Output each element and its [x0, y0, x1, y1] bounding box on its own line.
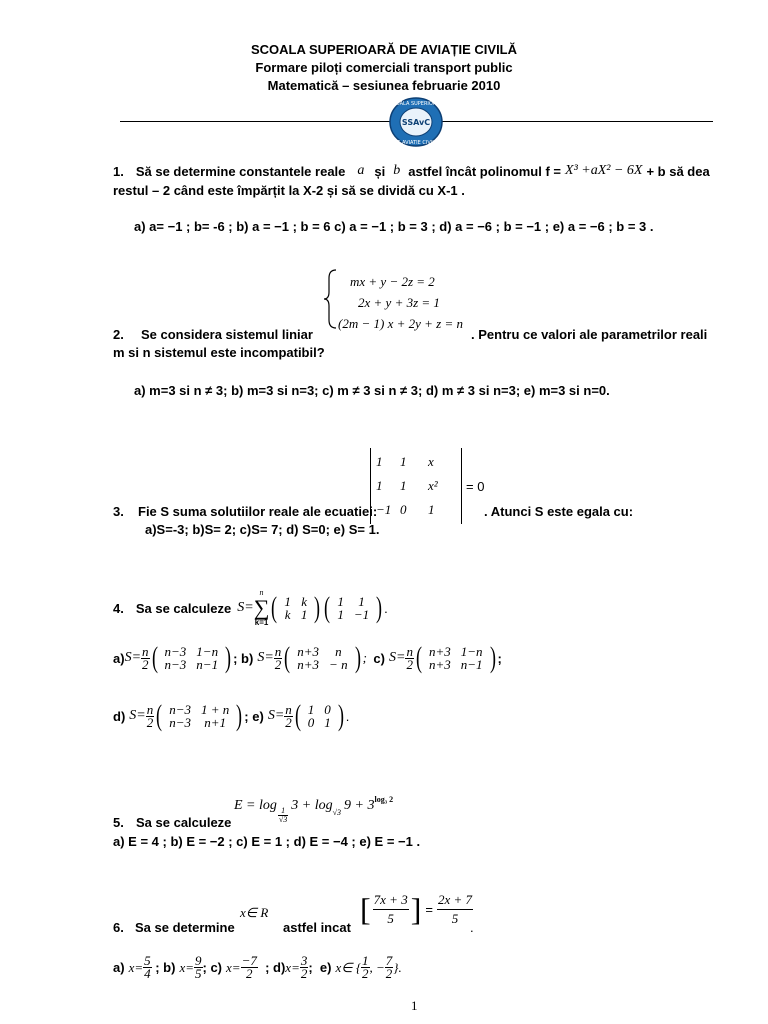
frac-den: 2 — [362, 966, 369, 981]
det-cell: 1 — [376, 454, 383, 469]
q4-answers-row2: d) S= $\frac{n}{2}$ ( n−3 1 + n n−3 n+1 ) ; e) S= $\frac{n}{2}$ ( 1 0 0 1 ) . — [113, 699, 350, 732]
q4-matrix1 — [279, 595, 312, 621]
frac-den: 2 — [245, 966, 253, 981]
q4-ans-c-label: c) — [373, 650, 385, 666]
det-cell: 1 — [400, 478, 407, 493]
q4-ans-s: S= — [124, 650, 142, 665]
q4-ans-b-label: b) — [241, 650, 254, 666]
cell: n−3 — [169, 715, 192, 730]
sum-lower: k=1 — [254, 618, 269, 627]
cell: n−1 — [460, 657, 483, 672]
q6-text-b: astfel incat — [283, 920, 351, 935]
cell: 1−n — [460, 644, 483, 659]
q2-eq2: 2x + y + 3z = 1 — [358, 295, 440, 310]
cell: 1 + n — [201, 702, 230, 717]
frac-num: −7 — [241, 953, 257, 968]
cell: n — [335, 644, 342, 659]
paren-icon: ( — [294, 699, 301, 732]
q4-statement: 4. Sa se calculeze S= n ∑ k=1 ( 1 k k 1 ) ( 1 1 1 −1 ) . — [113, 588, 388, 627]
q5-number: 5. — [113, 815, 124, 830]
paren-icon: ( — [324, 591, 331, 624]
floor-right-icon: ] — [410, 891, 422, 927]
q3-equals-zero: = 0 — [466, 478, 485, 494]
cell: n−1 — [196, 657, 219, 672]
q6-equation — [360, 893, 473, 925]
cell: 1 — [324, 715, 331, 730]
q6-ans-b — [194, 955, 203, 980]
q1-var-a: a — [357, 163, 365, 178]
q4-ans-c-matrix — [424, 645, 488, 671]
q6-ans-d-label: d) — [273, 960, 286, 975]
q5-expr-end: 9 + 3 — [344, 797, 375, 813]
q5-exponent: log₃ 2 — [374, 795, 394, 804]
q1-si: și — [374, 163, 386, 179]
frac-num: n — [406, 643, 413, 659]
paren-icon: ( — [284, 641, 291, 674]
frac-den: 2 — [142, 656, 149, 672]
paren-icon: ) — [236, 699, 243, 732]
q3-det-table — [375, 450, 457, 522]
q4-ans-a-matrix — [160, 645, 224, 671]
cell: k — [284, 607, 291, 622]
q2-number: 2. — [113, 327, 124, 342]
q4-ans-b-matrix — [292, 645, 352, 671]
q4-ans-d-matrix — [164, 703, 234, 729]
q5-answers: a) E = 4 ; b) E = −2 ; c) E = 1 ; d) E = −4 ; e) E = −1 . — [113, 834, 421, 849]
cell: 1 — [358, 594, 365, 609]
q4-n-over-2 — [274, 643, 283, 672]
q5-expr-e: E = log — [234, 797, 277, 813]
q4-n-over-2 — [141, 643, 150, 672]
frac-den: 5 — [195, 966, 202, 981]
q2-text-a: Se considera sistemul liniar — [141, 327, 313, 342]
q3-determinant — [370, 448, 484, 524]
cell: n+3 — [428, 644, 451, 659]
cell: −1 — [353, 607, 370, 622]
frac-num: n — [146, 701, 154, 717]
paren-icon: ( — [151, 641, 158, 674]
det-cell: 1 — [428, 502, 435, 517]
q4-n-over-2 — [146, 701, 155, 730]
paren-icon: ( — [271, 591, 278, 624]
frac-num: 7 — [385, 953, 393, 968]
cell: 0 — [324, 702, 331, 717]
det-cell: 1 — [400, 454, 407, 469]
q2-eq1: mx + y − 2z = 2 — [350, 274, 435, 289]
cell: n−3 — [164, 644, 187, 659]
q6-lhs — [373, 891, 409, 926]
frac-num: n — [285, 701, 292, 717]
frac-num: 1 — [278, 807, 288, 816]
q4-number: 4. — [113, 600, 124, 616]
q5-expr-mid: 3 + log — [291, 797, 333, 813]
q1-text-c: + b să dea — [646, 163, 710, 179]
q4-ans-e-label: e) — [252, 708, 264, 724]
q4-n-over-2 — [405, 643, 414, 672]
q6-ans-a — [143, 955, 152, 980]
cell: − n — [329, 657, 348, 672]
frac-num: 2x + 7 — [437, 894, 473, 910]
cell: 1 — [337, 607, 344, 622]
frac-num: 1 — [362, 953, 369, 968]
paren-icon: ) — [225, 641, 232, 674]
paren-icon: ( — [415, 641, 422, 674]
logo-center-text: SSAvC — [401, 118, 431, 127]
header-session: Matematică – sesiunea februarie 2010 — [267, 78, 501, 93]
q6-ans-c-label: c) — [210, 960, 223, 975]
q1-line1 — [113, 163, 710, 179]
q4-text: Sa se calculeze — [135, 600, 232, 616]
ssavc-logo — [388, 96, 444, 148]
frac-den: 2 — [300, 966, 308, 981]
frac-den: 2 — [274, 656, 282, 672]
header-institution: SCOALA SUPERIOARĂ DE AVIAȚIE CIVILĂ — [250, 42, 518, 57]
q4-ans-a-label: a) — [113, 650, 125, 666]
q2-eq3: (2m − 1) x + 2y + z = n — [338, 316, 463, 331]
q3-text-a: Fie S suma solutiilor reale ale ecuatiei: — [138, 504, 378, 519]
cell: 1 — [337, 594, 344, 609]
cell: n−3 — [164, 657, 187, 672]
det-cell: 1 — [376, 478, 383, 493]
cell: n−3 — [169, 702, 192, 717]
q4-answers-row1: a) S= $\frac{n}{2}$ ( n−3 1−n n−3 n−1 ) ; b) S= $\frac{n}{2}$ ( n+3 n n+3 − n ) ; c) S= $\frac{n}{2}$ ( n+3 1−n n+3 n−1 ) ; — [113, 641, 502, 674]
frac-den: 2 — [285, 714, 292, 730]
det-cell: −1 — [376, 502, 392, 517]
det-cell: 0 — [400, 502, 407, 517]
q4-ans-s: S= — [129, 708, 146, 723]
q1-text-a: Să se determine constantele reale — [135, 163, 346, 179]
q4-ans-s: S= — [267, 708, 285, 723]
q1-answers: a) a= −1 ; b= -6 ; b) a = −1 ; b = 6 c) a = −1 ; b = 3 ; d) a = −6 ; b = −1 ; e) a = −6 ; b = 3 . — [134, 219, 654, 234]
q1-polynomial: X³ +aX² − 6X — [565, 163, 643, 178]
frac-num: n — [142, 643, 149, 659]
q6-ans-e1 — [361, 955, 370, 980]
q6-ans-a-label: a) — [113, 960, 125, 975]
sigma-icon: ∑ — [253, 595, 270, 620]
cell: 0 — [307, 715, 315, 730]
q5-base2: √3 — [332, 808, 342, 817]
q1-line2: restul – 2 când este împărțit la X-2 și să se dividă cu X-1 . — [113, 183, 465, 198]
paren-icon: ( — [156, 699, 163, 732]
cell: n+3 — [297, 644, 320, 659]
det-cell: x — [428, 454, 434, 469]
q1-var-b: b — [393, 163, 401, 178]
frac-den: 2 — [385, 966, 393, 981]
frac-num: 3 — [300, 953, 308, 968]
q5-base1 — [278, 807, 288, 824]
frac-den: 5 — [451, 910, 459, 926]
q4-ans-s: S= — [257, 650, 274, 665]
frac-num: 9 — [195, 953, 202, 968]
q6-number: 6. — [113, 920, 124, 935]
q2-answers: a) m=3 si n ≠ 3; b) m=3 si n=3; c) m ≠ 3 si n ≠ 3; d) m ≠ 3 si n=3; e) m=3 si n=0. — [134, 383, 610, 398]
q6-text-a: Sa se determine — [135, 920, 235, 935]
q6-answers: a) x= $\frac{5}{4}$ ; b) x= $\frac{9}{5}$ ; c) x= $\frac{-7}{2}$ ; d) x= $\frac{3}{2}$ ; e) x∈ { $\frac{1}{2}$ , − $\frac{7}{2}$ }. — [113, 953, 402, 981]
q6-ans-e2 — [385, 955, 394, 980]
cell: n+3 — [428, 657, 451, 672]
frac-den: 2 — [406, 656, 413, 672]
q4-matrix2 — [332, 595, 374, 621]
paren-icon: ) — [354, 641, 361, 674]
q6-ans-d — [300, 955, 309, 980]
paren-icon: ) — [376, 591, 383, 624]
det-cell: x² — [428, 478, 438, 493]
cell: k — [301, 594, 308, 609]
q3-number: 3. — [113, 504, 124, 519]
page-number: 1 — [411, 998, 418, 1013]
q1-number: 1. — [113, 163, 124, 179]
q2-line2: m si n sistemul este incompatibil? — [113, 345, 325, 360]
cell: 1 — [284, 594, 291, 609]
frac-den: 4 — [144, 966, 151, 981]
logo-ring-top: SCOALA SUPERIOARA — [389, 101, 443, 107]
cell: 1 — [307, 702, 315, 717]
cell: 1−n — [196, 644, 219, 659]
frac-den: 5 — [387, 910, 394, 926]
q4-s-equals: S= — [237, 600, 254, 615]
q4-ans-d-label: d) — [113, 708, 126, 724]
cell: n+3 — [297, 657, 320, 672]
q4-sum-symbol — [254, 588, 270, 628]
q1-text-b: astfel încât polinomul f = — [408, 163, 562, 179]
frac-num: n — [274, 643, 282, 659]
frac-num: 5 — [144, 953, 151, 968]
q6-rhs — [437, 891, 473, 926]
frac-den: 2 — [146, 714, 154, 730]
q6-ans-e-label: e) — [319, 960, 332, 975]
q5-expression — [234, 787, 393, 824]
q5-text: Sa se calculeze — [136, 815, 232, 830]
cell: n+1 — [204, 715, 227, 730]
paren-icon: ) — [489, 641, 496, 674]
q4-n-over-2 — [284, 701, 293, 730]
q4-ans-e-matrix — [303, 703, 336, 729]
paren-icon: ) — [314, 591, 321, 624]
q2-text-b: . Pentru ce valori ale parametrilor reali — [471, 327, 708, 342]
q6-condition: x∈ R — [240, 905, 269, 920]
paren-icon: ) — [337, 699, 344, 732]
logo-ring-bottom: DE AVIATIE CIVILA — [393, 140, 439, 146]
q3-text-b: . Atunci S este egala cu: — [484, 504, 634, 519]
q3-answers: a)S=-3; b)S= 2; c)S= 7; d) S=0; e) S= 1. — [145, 522, 380, 537]
header-program: Formare piloți comerciali transport public — [255, 60, 513, 75]
q4-ans-s: S= — [388, 650, 406, 665]
q6-eq: = — [425, 901, 433, 917]
frac-num: 7x + 3 — [373, 894, 409, 910]
floor-left-icon: [ — [360, 891, 371, 927]
sum-upper: n — [259, 588, 264, 597]
q6-ans-b-label: b) — [163, 960, 176, 975]
cell: 1 — [300, 607, 308, 622]
q6-ans-c — [241, 955, 258, 980]
frac-den: √3 — [278, 815, 288, 824]
